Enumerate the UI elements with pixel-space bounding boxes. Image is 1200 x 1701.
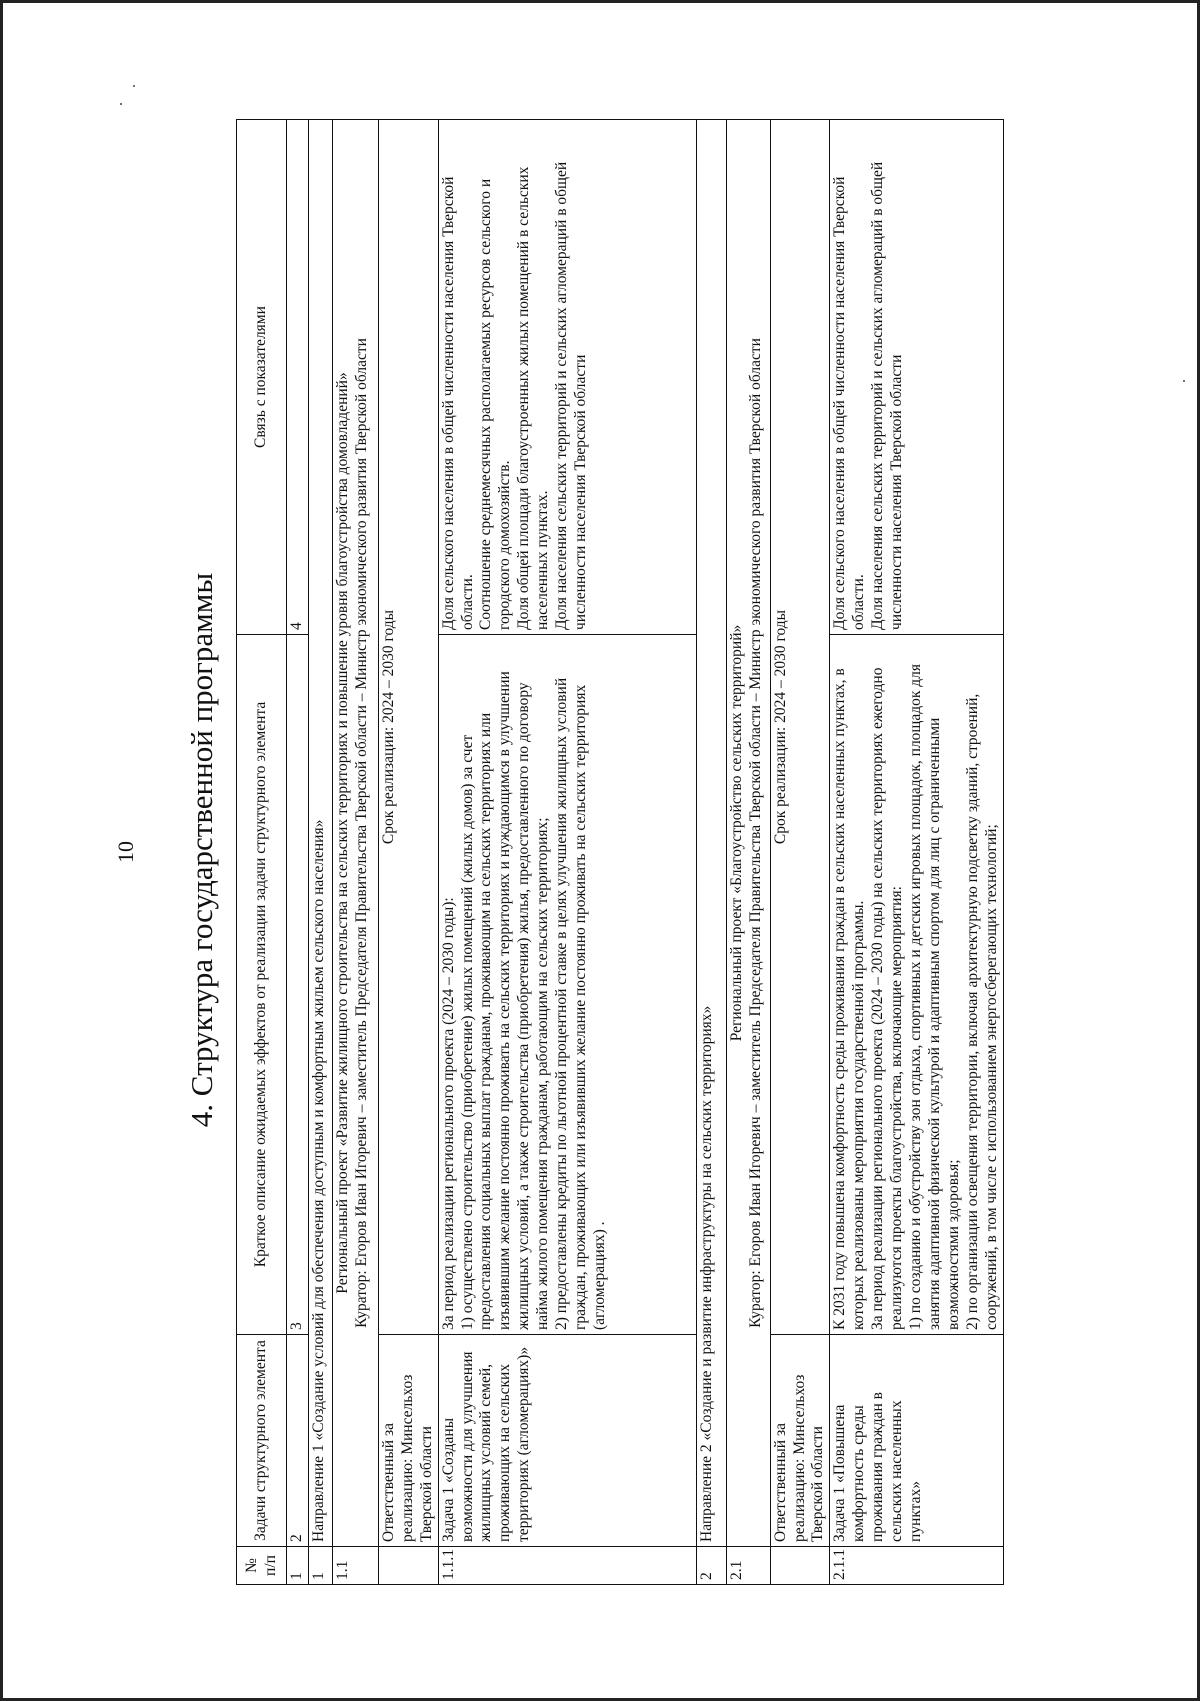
- responsible-2-1-label: Ответственный за реализацию: Минсельхоз Тверской области: [770, 1335, 830, 1547]
- task-2-1-1-effects: К 2031 году повышена комфортность среды проживания граждан в сельских населенных пунктах, в которых реализованы мероприятия государственной программы. За период реализации регионального проекта (2024 – 2030 годы) на сельских территориях ежегодно реализуются проекты благоустройства, включающие мероприятия: 1) по созданию и обустройству зон отдыха, спортивных и детских игровых площадок, площадок для занятия адаптивной физической культурой и адаптивным спортом для лиц с ограниченными возможностями здоровья; 2) по организации освещения территории, включая архитектурную подсветку зданий, строений, сооружений, в том числе с использованием энергосберегающих технологий;: [830, 635, 1004, 1335]
- header-tasks: Задачи структурного элемента: [237, 1335, 287, 1547]
- responsible-2-1-term: Срок реализации: 2024 – 2030 годы: [770, 120, 830, 1335]
- page-border-left: [0, 0, 3, 1701]
- col-number-1: 1: [287, 1547, 309, 1585]
- task-2-1-1-num: 2.1.1: [830, 1547, 1004, 1585]
- project-2-1-title: Региональный проект «Благоустройство сельских территорий»: [727, 624, 745, 1042]
- direction-1-row: [308, 120, 332, 1585]
- direction-2-title: Направление 2 «Создание и развитие инфраструктуры на сельских территориях»: [696, 120, 726, 1547]
- responsible-1-1-term: Срок реализации: 2024 – 2030 годы: [378, 120, 438, 1335]
- task-2-1-1-indicators: Доля сельского населения в общей численности населения Тверской области. Доля населения сельских территорий и сельских агломераций в общей численности населения Тверской области: [830, 120, 1004, 635]
- task-2-1-1-title: Задача 1 «Повышена комфортность среды проживания граждан в сельских населенных пунктах»: [830, 1335, 1004, 1547]
- table-header-row: [237, 120, 287, 1585]
- project-2-1-curator: Куратор: Егоров Иван Игоревич – заместитель Председателя Правительства Тверской области – Министр экономического развития Тверской области: [746, 338, 764, 1328]
- page-number: 10: [113, 841, 138, 863]
- direction-2-row: [696, 120, 726, 1585]
- direction-1-title: Направление 1 «Создание условий для обеспечения доступным и комфортным жильем сельского населения»: [308, 120, 332, 1547]
- project-1-1-cell: [332, 120, 378, 1547]
- scan-speck: [133, 85, 135, 87]
- page-border-top: [0, 0, 1200, 3]
- project-1-1-num: 1.1: [332, 1547, 378, 1585]
- task-1-1-1-title: Задача 1 «Созданы возможности для улучшения жилищных условий семей, проживающих на сельских территориях (агломерациях)»: [438, 1335, 696, 1547]
- scan-speck: [120, 103, 122, 105]
- header-num: № п/п: [237, 1547, 287, 1585]
- direction-2-num: 2: [696, 1547, 726, 1585]
- project-1-1-curator: Куратор: Егоров Иван Игоревич – заместитель Председателя Правительства Тверской области – Министр экономического развития Тверской области: [352, 338, 370, 1328]
- column-numbers-row: [287, 120, 309, 1585]
- project-1-1-row: [332, 120, 378, 1585]
- project-1-1-title: Региональный проект «Развитие жилищного строительства на сельских территориях и повышение уровня благоустройства домовладений»: [333, 372, 351, 1294]
- col-number-2: 2: [287, 1335, 309, 1547]
- task-1-1-1-effects: За период реализации регионального проекта (2024 – 2030 годы): 1) осуществлено строительство (приобретение) жилых помещений (жилых домов) за счет предоставления социальных выплат гражданам, проживающим на сельских территориях или изъявившим желание постоянно проживать на сельских территориях и нуждающимся в улучшении жилищных условий, а также строительства (приобретения) жилья, предоставленного по договору найма жилого помещения гражданам, работающим на сельских территориях; 2) предоставлены кредиты по льготной процентной ставке в целях улучшения жилищных условий граждан, проживающих или изъявивших желание постоянно проживать на сельских территориях (агломерациях) .: [438, 635, 696, 1335]
- document-title: 4. Структура государственной программы: [184, 572, 219, 1128]
- project-2-1-row: [726, 120, 770, 1585]
- responsible-1-1-row: [378, 120, 438, 1585]
- direction-1-num: 1: [308, 1547, 332, 1585]
- header-indicators: Связь с показателями: [237, 120, 287, 635]
- scan-speck: [1183, 380, 1185, 382]
- task-1-1-1-num: 1.1.1: [438, 1547, 696, 1585]
- task-1-1-1-row: [438, 120, 696, 1585]
- col-number-3: 3: [287, 635, 309, 1335]
- structure-table-wrap: [236, 120, 1004, 1585]
- task-2-1-1-row: [830, 120, 1004, 1585]
- project-2-1-cell: [726, 120, 770, 1547]
- project-2-1-num: 2.1: [726, 1547, 770, 1585]
- structure-table: [236, 119, 1004, 1585]
- responsible-1-1-label: Ответственный за реализацию: Минсельхоз Тверской области: [378, 1335, 438, 1547]
- responsible-2-1-row: [770, 120, 830, 1585]
- header-effects: Краткое описание ожидаемых эффектов от реализации задачи структурного элемента: [237, 635, 287, 1335]
- col-number-4: 4: [287, 120, 309, 635]
- task-1-1-1-indicators: Доля сельского населения в общей численности населения Тверской области. Соотношение среднемесячных располагаемых ресурсов сельского и городского домохозяйств. Доля общей площади благоустроенных жилых помещений в сельских населенных пунктах. Доля населения сельских территорий и сельских агломераций в общей численности населения Тверской области: [438, 120, 696, 635]
